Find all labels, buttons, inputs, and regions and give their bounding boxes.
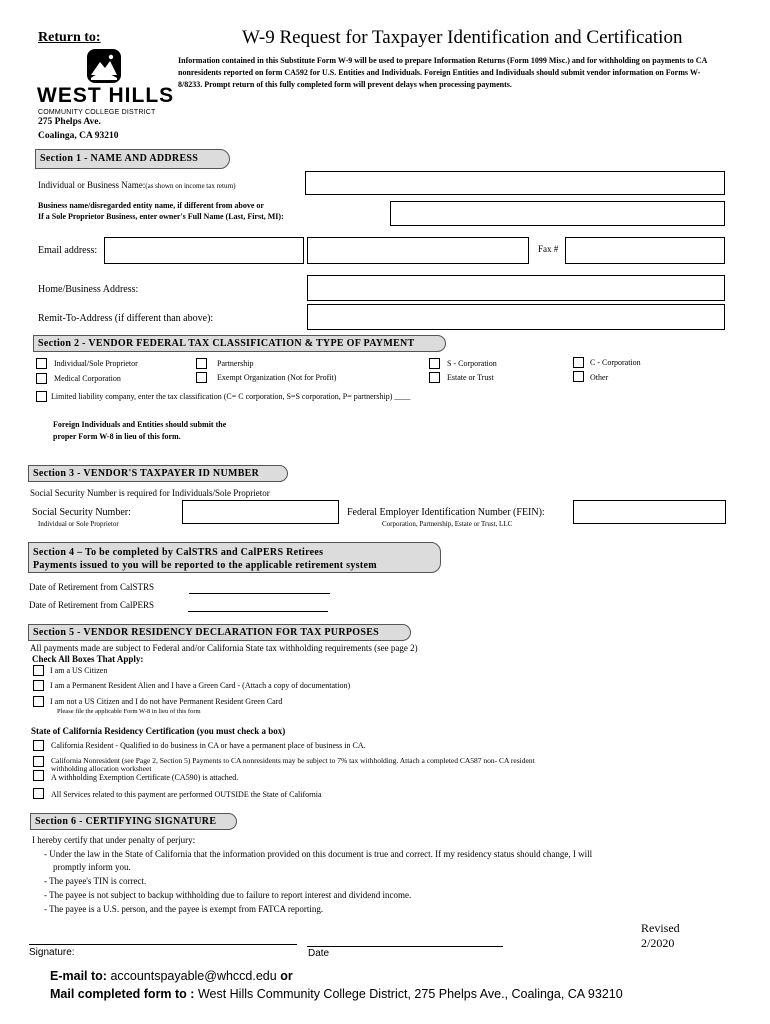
name-label-note: (as shown on income tax return) [145,182,236,190]
cert-bullet-2: - The payee's TIN is correct. [44,876,147,886]
calpers-date-line[interactable] [188,611,328,612]
check-all-label: Check All Boxes That Apply: [32,654,144,664]
return-address-line2: Coalinga, CA 93210 [38,131,119,141]
partnership-checkbox[interactable] [196,358,207,369]
medical-corp-checkbox[interactable] [36,373,47,384]
section4-header [28,542,441,573]
footer-or: or [280,969,293,983]
signature-label: Signature: [29,947,75,958]
section1-header: Section 1 - NAME AND ADDRESS [35,149,230,169]
estate-trust-label: Estate or Trust [447,373,494,382]
name-label-text: Individual or Business Name: [38,180,146,190]
business-name-field[interactable] [305,171,725,195]
resident-alien-label: I am a Permanent Resident Alien and I have a Green Card - (Attach a copy of documentation) [50,681,351,690]
ssn-field[interactable] [182,500,339,524]
section4-title-2: Payments issued to you will be reported to the applicable retirement system [33,560,377,571]
mountain-logo-icon [86,48,122,84]
date-label: Date [308,948,330,959]
dba-label-2: If a Sole Proprietor Business, enter owner's Full Name (Last, First, MI): [38,212,284,221]
date-line[interactable] [307,946,503,947]
ca-nonresident-label-1: California Nonresident (see Page 2, Section 5) Payments to CA nonresidents may be subject to 7% tax withholding. Attach a completed CA587 non- CA resident [51,756,535,765]
footer-mail-label: Mail completed form to : [50,987,195,1001]
c-corp-label: C - Corporation [590,358,641,367]
logo-subtitle: COMMUNITY COLLEGE DISTRICT [38,109,156,116]
remit-address-field[interactable] [307,304,725,330]
footer-mail-line [50,987,623,1001]
footer-email-line [50,969,293,983]
ssn-sublabel: Individual or Sole Proprietor [38,520,119,528]
section3-header: Section 3 - VENDOR'S TAXPAYER ID NUMBER [28,465,288,482]
partnership-label: Partnership [217,359,254,368]
ssn-label: Social Security Number: [32,507,131,518]
certify-statement: I hereby certify that under penalty of perjury: [32,835,196,845]
exempt-org-label: Exempt Organization (Not for Profit) [217,373,337,382]
west-hills-logo [86,48,122,84]
not-citizen-label: I am not a US Citizen and I do not have Permanent Resident Green Card [50,697,283,706]
footer-mail-address: West Hills Community College District, 275 Phelps Ave., Coalinga, CA 93210 [197,987,623,1001]
foreign-note-2: proper Form W-8 in lieu of this form. [53,432,181,441]
us-citizen-checkbox[interactable] [33,665,44,676]
revised-date: 2/2020 [641,936,675,950]
email-label: Email address: [38,245,98,256]
fax-label: Fax # [538,244,559,254]
section6-header: Section 6 - CERTIFYING SIGNATURE [30,813,237,830]
c-corp-checkbox[interactable] [573,357,584,368]
s-corp-label: S - Corporation [447,359,497,368]
remit-address-label: Remit-To-Address (if different than above): [38,313,214,324]
dba-name-field[interactable] [390,201,725,226]
us-citizen-label: I am a US Citizen [50,666,108,675]
home-address-label: Home/Business Address: [38,284,139,295]
name-label [38,180,236,190]
ssn-required-note: Social Security Number is required for Individuals/Sole Proprietor [30,488,270,498]
medical-corp-label: Medical Corporation [54,374,121,383]
calstrs-label: Date of Retirement from CalSTRS [29,582,154,592]
ca-nonresident-label-2: withholding allocation worksheet [51,764,152,773]
form-intro: Information contained in this Substitute Form W-9 will be used to prepare Information Returns (Form 1099 Misc.) and for withholding on payments to CA nonresidents reported on form CA592 for U.S. Entities and Individuals. Foreign Entities and Individuals should submit vendor information on Forms W-8/8233. Prompt return of this fully completed form will prevent delays when processing payments. [178,56,707,89]
dba-label-1: Business name/disregarded entity name, if different from above or [38,201,264,210]
section5-header: Section 5 - VENDOR RESIDENCY DECLARATION FOR TAX PURPOSES [28,624,411,641]
ca-residency-title: State of California Residency Certification (you must check a box) [31,726,286,736]
not-citizen-checkbox[interactable] [33,696,44,707]
cert-bullet-4: - The payee is a U.S. person, and the payee is exempt from FATCA reporting. [44,904,324,914]
fax-field[interactable] [565,237,725,264]
phone-field[interactable] [307,237,529,264]
section4-title-1: Section 4 – To be completed by CalSTRS and CalPERS Retirees [33,547,324,558]
calpers-label: Date of Retirement from CalPERS [29,600,154,610]
ca-resident-label: California Resident - Qualified to do business in CA or have a permanent place of business in CA. [51,741,366,750]
signature-line[interactable] [29,944,297,945]
estate-trust-checkbox[interactable] [429,372,440,383]
footer-email-link[interactable]: accountspayable@whccd.edu [110,969,277,983]
cert-bullet-1a: - Under the law in the State of California that the information provided on this document is true and correct. If my residency status should change, I will [44,849,593,859]
return-to-label: Return to: [38,30,101,45]
fein-sublabel: Corporation, Partnership, Estate or Trust, LLC [382,520,513,528]
section5-intro: All payments made are subject to Federal and/or California State tax withholding requirements (see page 2) [30,643,418,653]
ca-exemption-label: A withholding Exemption Certificate (CA590) is attached. [51,773,239,782]
logo-wordmark: WEST HILLS [37,84,175,107]
other-checkbox[interactable] [573,371,584,382]
individual-checkbox[interactable] [36,358,47,369]
exempt-org-checkbox[interactable] [196,372,207,383]
section2-header: Section 2 - VENDOR FEDERAL TAX CLASSIFICATION & TYPE OF PAYMENT [33,335,446,352]
outside-ca-checkbox[interactable] [33,788,44,799]
calstrs-date-line[interactable] [189,593,330,594]
outside-ca-label: All Services related to this payment are performed OUTSIDE the State of California [51,790,322,799]
revised-label: Revised [641,921,680,935]
s-corp-checkbox[interactable] [429,358,440,369]
individual-label: Individual/Sole Proprietor [54,359,138,368]
ca-nonresident-checkbox[interactable] [33,756,44,767]
foreign-note-1: Foreign Individuals and Entities should submit the [53,420,227,429]
not-citizen-note: Please file the applicable Form W-8 in lieu of this form [57,708,201,715]
cert-bullet-1b: promptly inform you. [53,862,131,872]
page-title: W-9 Request for Taxpayer Identification and Certification [242,27,683,48]
email-field[interactable] [104,237,304,264]
other-label: Other [590,373,609,382]
llc-label: Limited liability company, enter the tax classification (C= C corporation, S=S corporation, P= partnership) ____ [51,392,411,401]
cert-bullet-3: - The payee is not subject to backup withholding due to failure to report interest and dividend income. [44,890,412,900]
return-address-line1: 275 Phelps Ave. [38,117,101,127]
home-address-field[interactable] [307,275,725,301]
fein-field[interactable] [573,500,726,524]
footer-email-label: E-mail to: [50,969,107,983]
llc-checkbox[interactable] [36,391,47,402]
ca-resident-checkbox[interactable] [33,740,44,751]
fein-label: Federal Employer Identification Number (FEIN): [347,507,545,518]
resident-alien-checkbox[interactable] [33,680,44,691]
ca-exemption-checkbox[interactable] [33,770,44,781]
